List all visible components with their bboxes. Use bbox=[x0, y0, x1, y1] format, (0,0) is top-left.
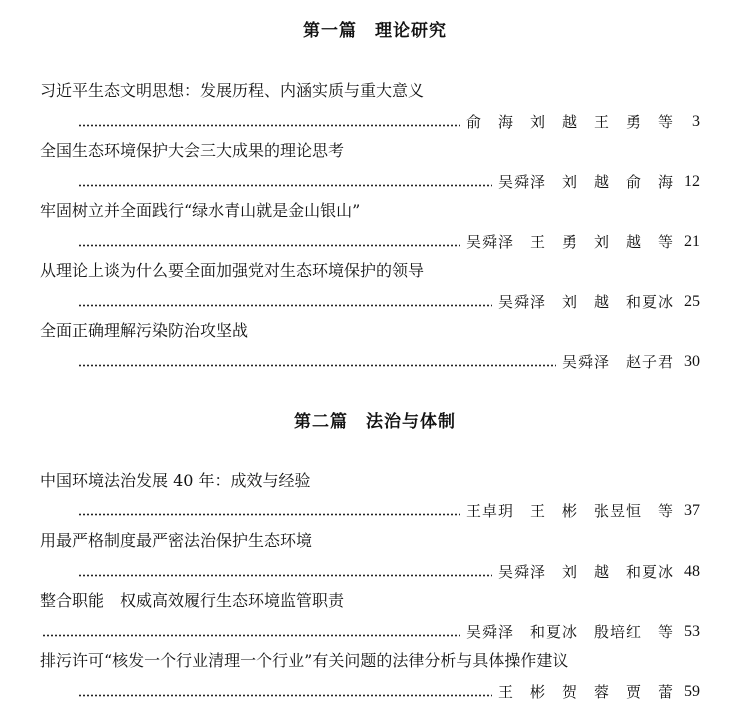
toc-entry-line bbox=[78, 499, 700, 521]
toc-entry-title[interactable]: 全面正确理解污染防治攻坚战 bbox=[40, 321, 249, 340]
dot-leader bbox=[78, 244, 460, 247]
toc-entry-line bbox=[78, 230, 700, 252]
toc-entry-page-number[interactable]: 53 bbox=[684, 623, 700, 640]
toc-entry-page-number[interactable]: 12 bbox=[684, 173, 700, 190]
toc-entry-title[interactable]: 整合职能 权威高效履行生态环境监管职责 bbox=[40, 591, 345, 610]
toc-entry-authors: 吴舜泽 刘 越 俞 海 bbox=[497, 173, 674, 191]
toc-entry-page-number[interactable]: 3 bbox=[692, 113, 700, 130]
toc-entry-line bbox=[42, 620, 700, 642]
toc-entry-line bbox=[78, 680, 700, 702]
toc-entry-page-number[interactable]: 37 bbox=[684, 502, 700, 519]
toc-entry-authors: 吴舜泽 和夏冰 殷培红 等 bbox=[465, 623, 674, 641]
toc-entry-page-number[interactable]: 25 bbox=[684, 293, 700, 310]
toc-entry-page-number[interactable]: 59 bbox=[684, 683, 700, 700]
toc-entry-authors: 王卓玥 王 彬 张昱恒 等 bbox=[465, 502, 674, 520]
toc-entry-authors: 吴舜泽 王 勇 刘 越 等 bbox=[465, 233, 674, 251]
section-title: 第二篇 法治与体制 bbox=[294, 412, 456, 432]
section-title: 第一篇 理论研究 bbox=[303, 21, 447, 41]
toc-entry-line bbox=[78, 560, 700, 582]
toc-entry-title[interactable]: 中国环境法治发展 40 年：成效与经验 bbox=[40, 471, 311, 490]
dot-leader bbox=[78, 124, 460, 127]
toc-entry-authors: 吴舜泽 刘 越 和夏冰 bbox=[497, 563, 674, 581]
dot-leader bbox=[78, 574, 492, 577]
toc-entry-title[interactable]: 排污许可“核发一个行业清理一个行业”有关问题的法律分析与具体操作建议 bbox=[40, 651, 569, 670]
toc-entry-line bbox=[78, 110, 700, 132]
toc-entry-page-number[interactable]: 21 bbox=[684, 233, 700, 250]
toc-entry-authors: 王 彬 贺 蓉 贾 蕾 bbox=[497, 683, 674, 701]
dot-leader bbox=[78, 304, 492, 307]
toc-entry-line bbox=[78, 350, 700, 372]
dot-leader bbox=[78, 184, 492, 187]
toc-entry-authors: 吴舜泽 赵子君 bbox=[561, 353, 674, 371]
dot-leader bbox=[78, 513, 460, 516]
dot-leader bbox=[78, 694, 492, 697]
toc-entry-page-number[interactable]: 48 bbox=[684, 563, 700, 580]
toc-entry-line bbox=[78, 290, 700, 312]
toc-entry-title[interactable]: 习近平生态文明思想：发展历程、内涵实质与重大意义 bbox=[40, 81, 425, 100]
toc-entry-title[interactable]: 用最严格制度最严密法治保护生态环境 bbox=[40, 531, 313, 550]
toc-entry-authors: 吴舜泽 刘 越 和夏冰 bbox=[497, 293, 674, 311]
toc-entry-line bbox=[78, 170, 700, 192]
dot-leader bbox=[78, 364, 556, 367]
toc-entry-title[interactable]: 全国生态环境保护大会三大成果的理论思考 bbox=[40, 141, 345, 160]
dot-leader bbox=[42, 634, 460, 637]
toc-entry-authors: 俞 海 刘 越 王 勇 等 bbox=[465, 113, 674, 131]
toc-entry-page-number[interactable]: 30 bbox=[684, 353, 700, 370]
toc-entry-title[interactable]: 牢固树立并全面践行“绿水青山就是金山银山” bbox=[40, 201, 361, 220]
toc-entry-title[interactable]: 从理论上谈为什么要全面加强党对生态环境保护的领导 bbox=[40, 261, 425, 280]
